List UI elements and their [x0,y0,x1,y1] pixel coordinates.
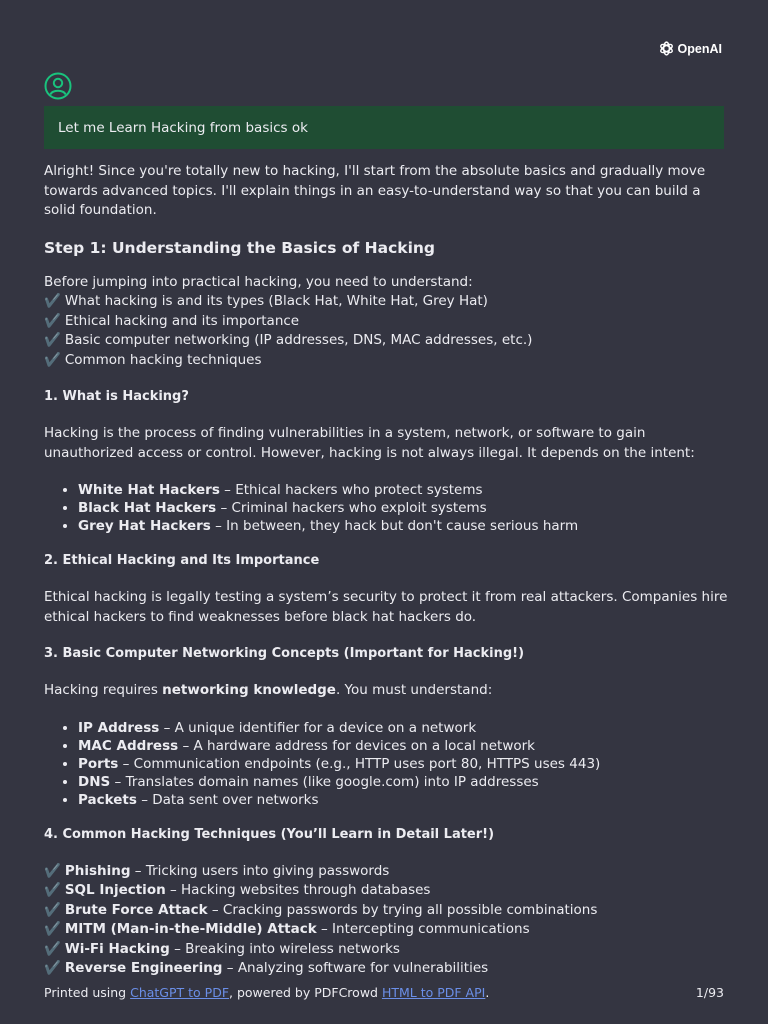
intro-paragraph: Alright! Since you're totally new to hacking, I'll start from the absolute basics and gradually move towards advanced topics. I'll explain things in an easy-to-understand way so that you can build a solid foundation. [44,163,706,218]
user-avatar-icon [44,72,72,100]
page-number: 1/93 [695,985,724,1000]
list-item: ✔️ SQL Injection – Hacking websites through databases [44,882,431,898]
list-item: ✔️ Basic computer networking (IP addresses, DNS, MAC addresses, etc.) [44,332,533,348]
check-icon: ✔️ [44,312,61,329]
section3-heading: 3. Basic Computer Networking Concepts (Important for Hacking!) [44,646,525,661]
list-item: • Grey Hat Hackers – In between, they hack but don't cause serious harm [78,517,734,535]
list-item: • Black Hat Hackers – Criminal hackers who exploit systems [78,499,734,517]
openai-logo [658,40,722,57]
list-item: ✔️ Common hacking techniques [44,351,262,368]
list-item: • Packets – Data sent over networks [78,791,734,809]
check-icon: ✔️ [44,332,61,348]
section1-heading: 1. What is Hacking? [44,389,189,404]
list-item: • White Hat Hackers – Ethical hackers who protect systems [78,481,734,499]
list-item: • MAC Address – A hardware address for devices on a local network [78,737,734,755]
list-item: ✔️ Ethical hacking and its importance [44,312,300,329]
user-prompt-text: Let me Learn Hacking from basics ok [58,119,308,136]
check-icon: ✔️ [44,351,61,368]
list-item: ✔️ Brute Force Attack – Cracking passwords by trying all possible combinations [44,901,598,918]
brand-name: OpenAI [677,41,722,56]
openai-logo-icon [658,40,675,57]
step1-lead: Before jumping into practical hacking, you need to understand: [44,273,473,290]
list-item: ✔️ Phishing – Tricking users into giving passwords [44,862,390,879]
check-icon: ✔️ [44,901,61,918]
list-item: ✔️ Wi-Fi Hacking – Breaking into wireless networks [44,940,400,957]
section1-paragraph: Hacking is the process of finding vulnerabilities in a system, network, or software to gain unauthorized access or control. However, hacking is not always illegal. It depends on the intent: [44,425,695,461]
list-item: ✔️ What hacking is and its types (Black Hat, White Hat, Grey Hat) [44,293,488,309]
page-footer [44,985,724,1000]
section2-heading: 2. Ethical Hacking and Its Importance [44,553,320,568]
check-icon: ✔️ [44,921,61,937]
list-item: • IP Address – A unique identifier for a device on a network [78,719,734,737]
list-item: • Ports – Communication endpoints (e.g., HTTP uses port 80, HTTPS uses 443) [78,755,734,773]
section4-heading: 4. Common Hacking Techniques (You’ll Learn in Detail Later!) [44,826,495,842]
step1-heading: Step 1: Understanding the Basics of Hacking [44,238,436,257]
check-icon: ✔️ [44,862,61,879]
step1-checklist [44,292,734,370]
user-prompt [44,106,724,149]
check-icon: ✔️ [44,940,61,957]
footer-credit: Printed using ChatGPT to PDF, powered by PDFCrowd HTML to PDF API. [44,985,490,1000]
check-icon: ✔️ [44,882,61,898]
check-icon: ✔️ [44,293,61,309]
list-item: ✔️ MITM (Man-in-the-Middle) Attack – Intercepting communications [44,921,530,937]
chatgpt-to-pdf-link[interactable]: ChatGPT to PDF [130,985,230,1000]
section2-paragraph: Ethical hacking is legally testing a system’s security to protect it from real attackers. Companies hire ethical hackers to find weaknesses before black hat hackers do. [44,589,728,625]
response-body [44,162,734,979]
hacker-types-list [44,481,734,535]
networking-concepts-list [44,719,734,809]
techniques-checklist [44,862,734,979]
check-icon: ✔️ [44,960,61,976]
html-to-pdf-api-link[interactable]: HTML to PDF API [381,985,486,1000]
list-item: • DNS – Translates domain names (like google.com) into IP addresses [78,773,734,791]
section3-paragraph: Hacking requires networking knowledge. You must understand: [44,682,493,698]
list-item: ✔️ Reverse Engineering – Analyzing software for vulnerabilities [44,960,489,976]
